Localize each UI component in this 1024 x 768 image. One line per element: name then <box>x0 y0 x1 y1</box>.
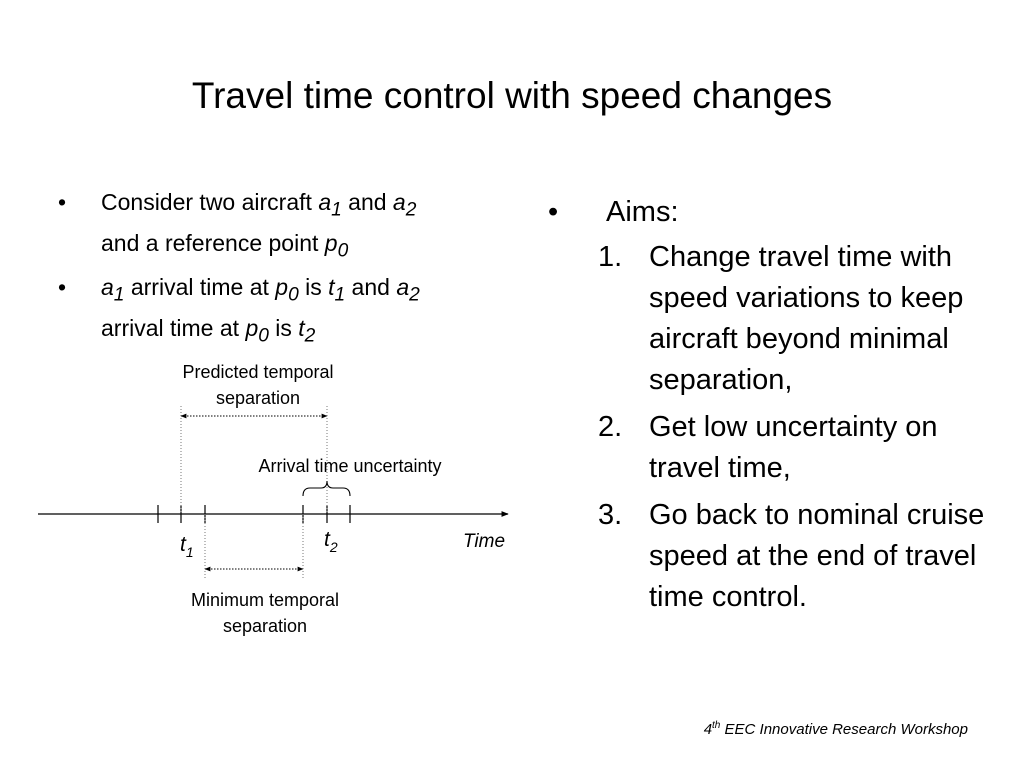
bullet-text: is <box>298 274 329 301</box>
bullet-marker: • <box>548 196 559 228</box>
separation-diagram <box>0 340 530 650</box>
var-p: p <box>275 274 289 301</box>
uncertainty-label: Arrival time uncertainty <box>258 456 442 476</box>
aim-item-2 <box>548 407 988 489</box>
sub-1: 1 <box>331 199 342 221</box>
var-p: p <box>245 314 259 341</box>
bullet-text: and a reference point <box>101 229 325 256</box>
bullet-marker: • <box>58 274 67 301</box>
item-text: Get low uncertainty on travel time, <box>649 411 938 484</box>
item-number: 1. <box>598 241 623 273</box>
sub-2: 2 <box>409 284 420 306</box>
var-t: t <box>328 274 335 301</box>
sub-0: 0 <box>337 240 349 262</box>
sub-2: 2 <box>405 199 417 221</box>
time-label: Time <box>462 531 506 552</box>
t1-label: $t_1$ <box>180 533 194 560</box>
item-number: 2. <box>598 411 623 443</box>
sub-0: 0 <box>288 284 299 306</box>
item-number: 3. <box>598 499 623 531</box>
t2-label: $t_2$ <box>324 528 338 555</box>
var-p: p <box>324 229 338 256</box>
left-bullet-1 <box>58 186 498 267</box>
predicted-label-line1: Predicted temporal <box>182 362 334 382</box>
bullet-text: arrival time at <box>101 314 246 341</box>
var-a: a <box>101 274 114 301</box>
item-text: Change travel time with speed variations to keep aircraft beyond minimal separation, <box>649 241 964 396</box>
sub-1: 1 <box>113 284 125 306</box>
sub-2: 2 <box>304 325 316 347</box>
bullet-text: Consider two aircraft <box>101 189 319 215</box>
footer-number: 4 <box>703 721 713 738</box>
predicted-label-line2: separation <box>215 388 301 408</box>
minimum-label-line1: Minimum temporal <box>190 590 340 610</box>
sub-0: 0 <box>258 325 269 347</box>
left-bullet-list <box>58 186 498 352</box>
var-a: a <box>392 189 406 215</box>
aims-heading <box>548 192 988 233</box>
aims-list <box>548 192 988 624</box>
slide-title: Travel time control with speed changes <box>191 75 833 116</box>
footer-workshop <box>704 720 968 738</box>
aim-item-3 <box>548 495 988 618</box>
bullet-marker: • <box>58 189 67 215</box>
var-a: a <box>396 274 410 301</box>
footer-sup: th <box>712 720 721 731</box>
bullet-text: arrival time at <box>124 274 276 301</box>
var-a: a <box>318 189 332 215</box>
bullet-text: and <box>345 274 397 301</box>
sub-1: 1 <box>334 284 346 306</box>
bullet-text: and <box>341 189 393 215</box>
item-text: Go back to nominal cruise speed at the end of travel time control. <box>649 499 985 613</box>
minimum-label-line2: separation <box>222 616 308 636</box>
bullet-text: is <box>268 314 299 341</box>
aims-label: Aims: <box>606 196 679 228</box>
var-t: t <box>298 314 305 341</box>
footer-text: EEC Innovative Research Workshop <box>720 721 968 738</box>
aim-item-1 <box>548 237 988 401</box>
